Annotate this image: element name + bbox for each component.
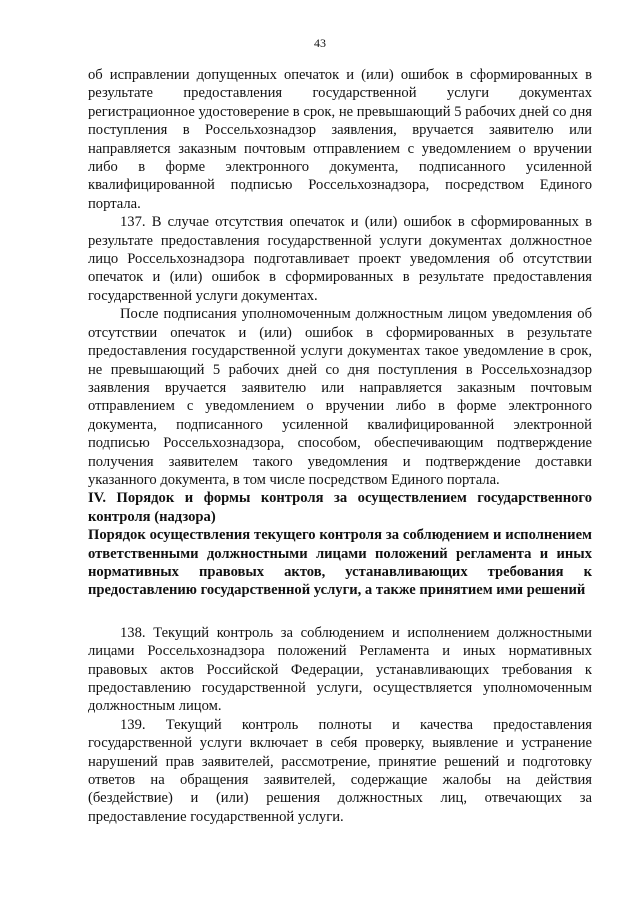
document-body — [88, 66, 592, 826]
paragraph-137-notice: После подписания уполномоченным должностным лицом уведомления об отсутствии опечаток и (или) ошибок в сформированных в результате предоставления государственной услуги документах такое уведомление в срок, не превышающий 5 рабочих дней со дня поступления в Россельхознадзор заявления вручается заявителю или направляется заказным почтовым отправлением с уведомлением о вручении либо в форме электронного документа, подписанного усиленной квалифицированной электронной подписью Россельхознадзора, способом, обеспечивающим подтверждение получения заявителем такого уведомления и подтверждение доставки указанного документа, в том числе посредством Единого портала. — [88, 306, 592, 488]
page-number: 43 — [314, 36, 326, 50]
section-heading: IV. Порядок и формы контроля за осуществлением государственного контроля (надзора) — [88, 490, 592, 525]
paragraph-continuation: об исправлении допущенных опечаток и (или) ошибок в сформированных в результате предоставления государственной услуги документах регистрационное удостоверение в срок, не превышающий 5 рабочих дней со дня поступления в Россельхознадзор заявления, вручается заявителю или направляется заказным почтовым отправлением с уведомлением о вручении либо в форме электронного документа, подписанного усиленной квалифицированной подписью Россельхознадзора, посредством Единого портала. — [88, 67, 592, 212]
paragraph-139: 139. Текущий контроль полноты и качества предоставления государственной услуги включает в себя проверку, выявление и устранение нарушений прав заявителей, рассмотрение, принятие решений и подготовку ответов на обращения заявителей, содержащие жалобы на действия (бездействие) и (или) решения должностных лиц, отвечающих за предоставление государственной услуги. — [88, 716, 592, 825]
paragraph-138: 138. Текущий контроль за соблюдением и исполнением должностными лицами Россельхознадзора положений Регламента и иных нормативных правовых актов Российской Федерации, устанавливающих требования к предоставлению государственной услуги, осуществляется уполномоченным должностным лицом. — [88, 624, 592, 715]
subsection-heading: Порядок осуществления текущего контроля за соблюдением и исполнением ответственными должностными лицами положений регламента и иных нормативных правовых актов, устанавливающих требования к предоставлению государственной услуги, а также принятием ими решений — [88, 527, 592, 599]
paragraph-137: 137. В случае отсутствия опечаток и (или) ошибок в сформированных в результате предоставления государственной услуги документах должностное лицо Россельхознадзора подготавливает проект уведомления об отсутствии опечаток и (или) ошибок в сформированных в результате предоставления государственной услуги документах. — [88, 214, 592, 304]
